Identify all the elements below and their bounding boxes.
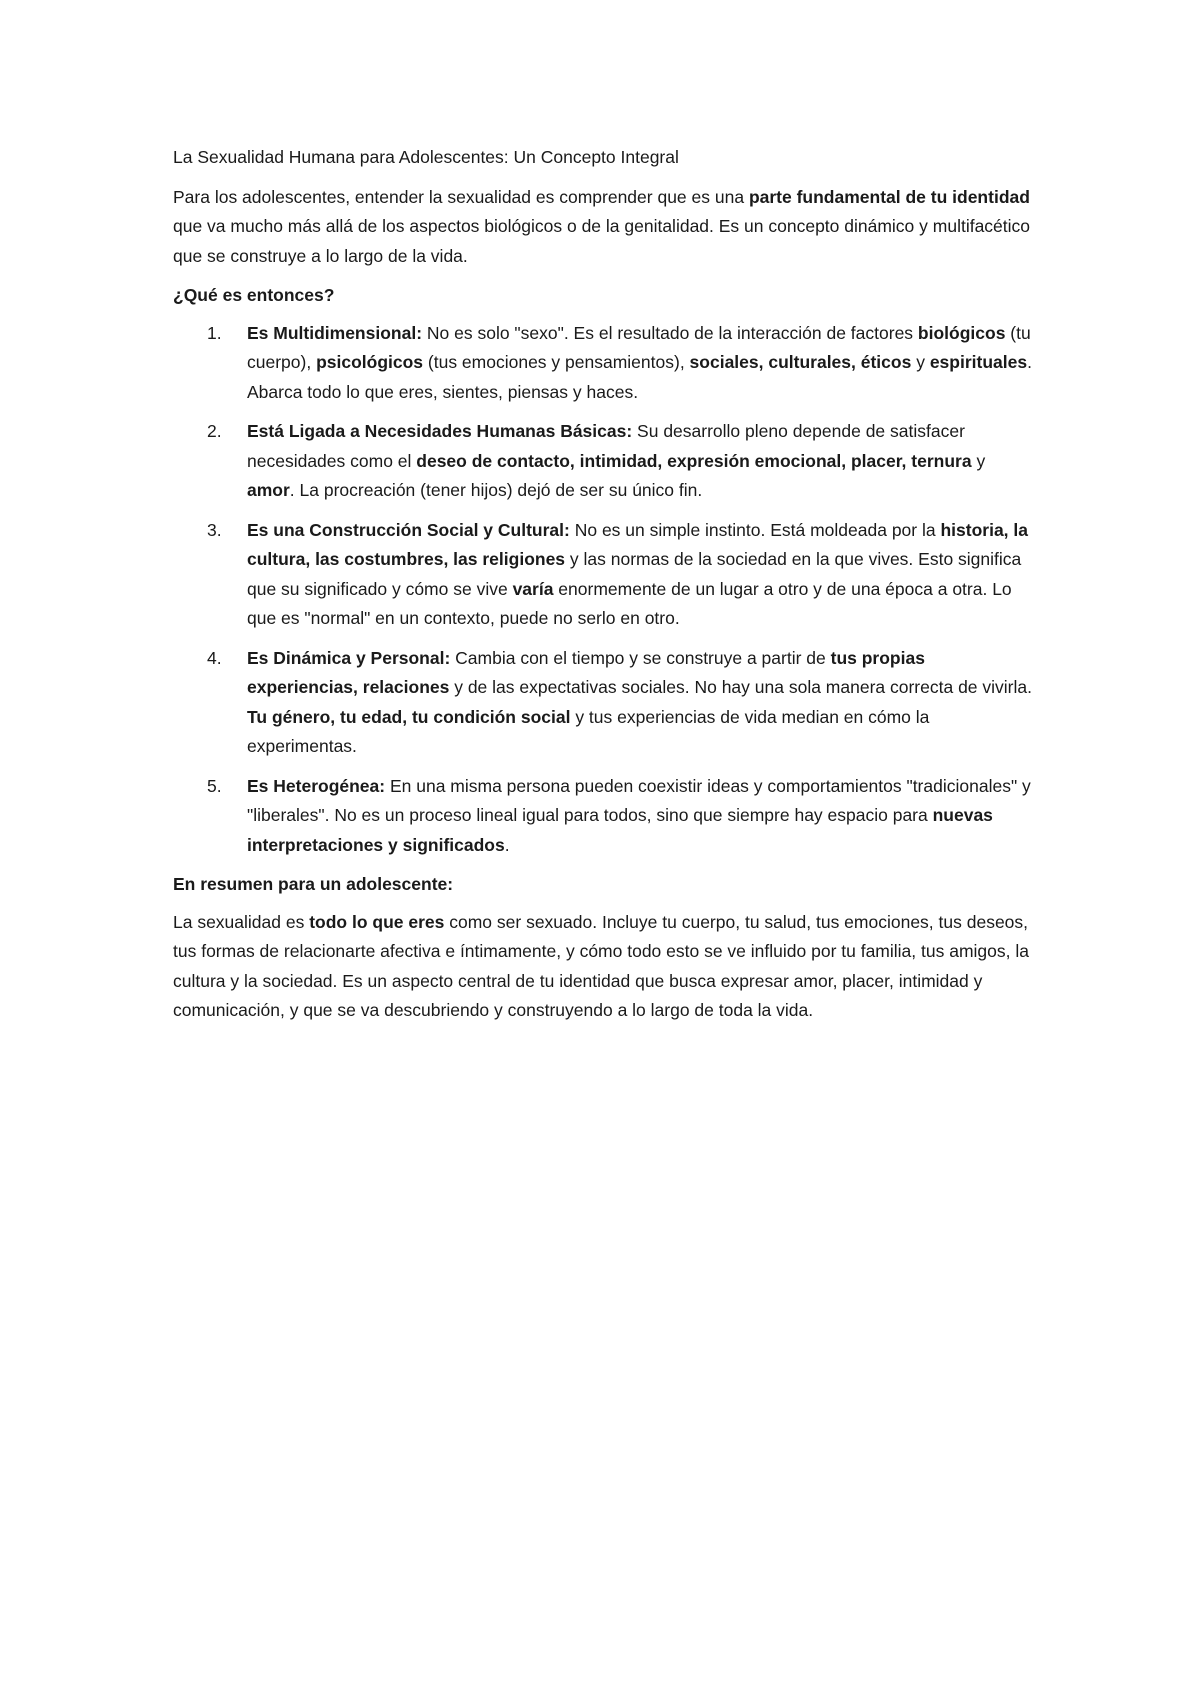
list-item-number: 3.: [207, 519, 222, 540]
list-item-number: 4.: [207, 647, 222, 668]
list-item: 4. Es Dinámica y Personal: Cambia con el tiempo y se construye a partir de tus propias experiencias, relaciones y de las expectativas sociales. No hay una sola manera correcta de vivirla. Tu género, tu edad, tu condición social y tus experiencias de vida median en cómo la experimentas.: [173, 644, 1033, 762]
list-item-number: 2.: [207, 421, 222, 441]
list-item-term: Está Ligada a Necesidades Humanas Básicas:: [247, 421, 633, 441]
list-item: 5. Es Heterogénea: En una misma persona pueden coexistir ideas y comportamientos "tradicionales" y "liberales". No es un proceso lineal igual para todos, sino que siempre hay espacio para nuevas interpretaciones y significados.: [173, 772, 1033, 861]
list-item-term: Es una Construcción Social y Cultural:: [247, 519, 570, 540]
summary-heading: En resumen para un adolescente:: [173, 874, 454, 894]
list-item-term: Es Heterogénea:: [247, 775, 386, 796]
list-item: 2. Está Ligada a Necesidades Humanas Básicas: Su desarrollo pleno depende de satisfacer necesidades como el deseo de contacto, intimidad, expresión emocional, placer, ternura y amor. La procreación (tener hijos) dejó de ser su único fin.: [173, 417, 1033, 506]
list-item-term: Es Multidimensional:: [247, 322, 423, 343]
document-page: [173, 143, 1033, 1036]
numbered-list: [173, 319, 1033, 861]
list-item-number: 5.: [207, 775, 222, 796]
list-item-term: Es Dinámica y Personal:: [247, 647, 451, 668]
list-item: 1. Es Multidimensional: No es solo "sexo". Es el resultado de la interacción de factores biológicos (tu cuerpo), psicológicos (tus emociones y pensamientos), sociales, culturales, éticos y espirituales. Abarca todo lo que eres, sientes, piensas y haces.: [173, 319, 1033, 408]
question-heading: ¿Qué es entonces?: [173, 285, 335, 305]
document-title: La Sexualidad Humana para Adolescentes: Un Concepto Integral: [173, 147, 679, 167]
list-item-number: 1.: [207, 322, 222, 343]
intro-paragraph: Para los adolescentes, entender la sexualidad es comprender que es una parte fundamental de tu identidad que va mucho más allá de los aspectos biológicos o de la genitalidad. Es un concepto dinámico y multifacético que se construye a lo largo de la vida.: [173, 186, 1031, 266]
list-item: 3. Es una Construcción Social y Cultural: No es un simple instinto. Está moldeada por la historia, la cultura, las costumbres, las religiones y las normas de la sociedad en la que vives. Esto significa que su significado y cómo se vive varía enormemente de un lugar a otro y de una época a otra. Lo que es "normal" en un contexto, puede no serlo en otro.: [173, 516, 1033, 634]
summary-paragraph: La sexualidad es todo lo que eres como ser sexuado. Incluye tu cuerpo, tu salud, tus emociones, tus deseos, tus formas de relacionarte afectiva e íntimamente, y cómo todo esto se ve influido por tu familia, tus amigos, la cultura y la sociedad. Es un aspecto central de tu identidad que busca expresar amor, placer, intimidad y comunicación, y que se va descubriendo y construyendo a lo largo de toda la vida.: [173, 911, 1029, 1020]
